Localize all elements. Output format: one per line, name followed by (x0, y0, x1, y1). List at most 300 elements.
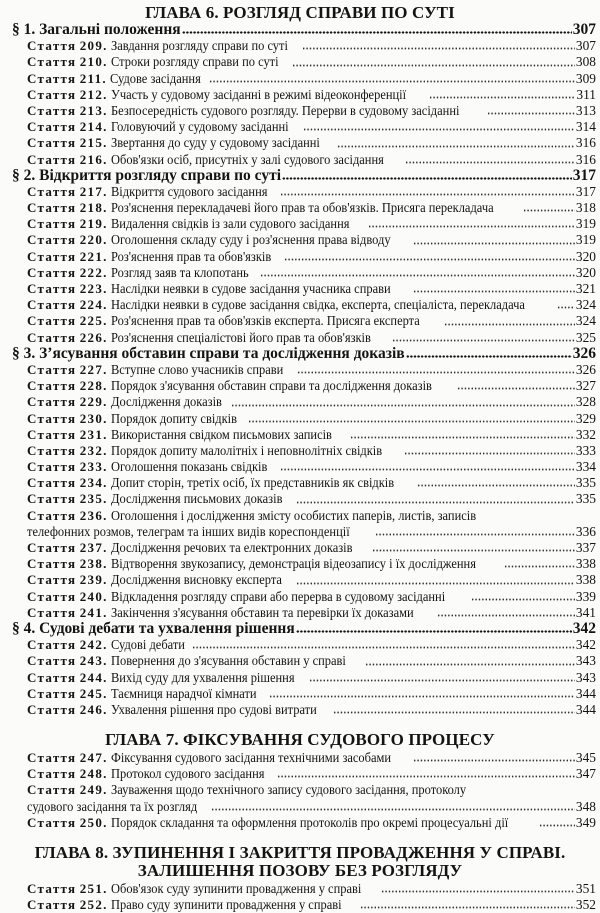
toc-article-entry[interactable] (0, 249, 600, 265)
toc-article-entry[interactable] (0, 653, 600, 669)
article-prefix: Стаття (27, 897, 77, 913)
article-label (27, 897, 359, 913)
article-label (27, 232, 412, 248)
article-label (27, 459, 279, 475)
article-label (27, 281, 412, 297)
article-label (27, 103, 486, 119)
article-label (27, 87, 428, 103)
toc-article-entry[interactable] (0, 232, 600, 248)
chapter-title: ГЛАВА 6. РОЗГЛЯД СПРАВИ ПО СУТІ (145, 3, 455, 22)
article-number: 210 (79, 54, 104, 70)
article-label (27, 135, 336, 151)
article-number: 216 (79, 151, 104, 167)
article-number: 238 (79, 556, 104, 572)
article-separator: . (103, 540, 108, 555)
page-number: 314 (575, 119, 596, 135)
article-title: Відкладення розгляду справи або перерва в судовому засіданні (111, 588, 446, 604)
article-title: Роз'яснення спеціалістові його прав та обов'язків (111, 329, 371, 345)
dot-leader (487, 105, 575, 115)
article-prefix: Стаття (27, 200, 77, 216)
article-title: Дослідження доказів (111, 394, 222, 410)
page-number: 307 (575, 38, 596, 54)
article-prefix: Стаття (27, 701, 77, 717)
article-prefix: Стаття (27, 86, 77, 102)
toc-article-entry[interactable] (0, 135, 600, 151)
article-title: Безпосередність судового розгляду. Перерви в судовому засіданні (111, 102, 460, 118)
article-prefix: Стаття (27, 102, 77, 118)
article-number: 225 (79, 313, 104, 329)
toc-article-entry[interactable] (0, 750, 600, 766)
article-separator: . (103, 410, 108, 426)
toc-article-entry[interactable] (0, 265, 600, 281)
article-prefix: Стаття (27, 766, 77, 782)
article-number: 220 (79, 232, 104, 248)
article-title: Розгляд заяв та клопотань (111, 264, 249, 280)
dot-leader (368, 218, 574, 228)
article-label (27, 184, 279, 200)
article-separator: . (103, 297, 108, 313)
dot-leader (365, 656, 575, 666)
article-separator: . (103, 151, 108, 167)
article-label (27, 556, 503, 572)
article-title: Право суду зупинити провадження у справі (111, 897, 342, 913)
dot-leader (209, 73, 575, 83)
dot-leader (406, 348, 572, 358)
toc-article-entry[interactable] (0, 103, 600, 119)
toc-article-entry[interactable] (0, 556, 600, 572)
article-title: Використання свідком письмових записів (111, 426, 332, 442)
article-separator: . (103, 572, 108, 588)
toc-article-entry[interactable] (0, 782, 600, 798)
article-prefix: Стаття (27, 604, 77, 620)
article-prefix: Стаття (27, 264, 77, 280)
toc-article-entry[interactable] (0, 637, 600, 653)
article-label (27, 427, 349, 443)
article-label (27, 313, 443, 329)
article-label (27, 589, 470, 605)
toc-article-entry[interactable] (0, 427, 600, 443)
toc-article-entry[interactable] (0, 459, 600, 475)
article-number: 240 (79, 588, 104, 604)
article-title: Судові дебати (111, 637, 186, 653)
article-label (27, 670, 308, 686)
article-title: Повернення до з'ясування обставин у справі (111, 653, 346, 669)
page-number: 317 (572, 167, 596, 184)
article-prefix: Стаття (27, 313, 77, 329)
article-prefix: Стаття (27, 151, 77, 167)
chapter-heading (0, 831, 600, 881)
page-number: 311 (576, 86, 596, 102)
article-separator: . (103, 232, 108, 248)
article-separator: . (103, 281, 108, 296)
dot-leader (405, 154, 574, 164)
article-prefix: Стаття (27, 782, 77, 798)
dot-leader (280, 461, 575, 471)
article-separator: . (103, 394, 108, 410)
toc-article-entry[interactable] (0, 216, 600, 232)
toc-article-entry[interactable] (0, 184, 600, 200)
article-number: 251 (79, 881, 104, 896)
chapter-heading (0, 718, 600, 750)
article-label (27, 38, 301, 54)
article-label (27, 394, 230, 410)
article-prefix: Стаття (27, 410, 77, 426)
article-number: 245 (79, 685, 104, 701)
article-label (27, 362, 296, 378)
article-title: Вступне слово учасників справи (111, 361, 284, 377)
article-title: Обов'язок суду зупинити провадження у справі (111, 881, 362, 896)
article-prefix: Стаття (27, 588, 77, 604)
article-title: Вихід суду для ухвалення рішення (111, 669, 295, 685)
dot-leader (296, 623, 572, 633)
article-number: 227 (79, 361, 104, 377)
toc-article-entry[interactable] (0, 71, 600, 87)
article-separator: . (103, 313, 108, 329)
article-separator: . (103, 782, 108, 798)
article-title: Судове засідання (110, 70, 202, 86)
dot-leader (471, 591, 575, 601)
article-prefix: Стаття (27, 232, 77, 248)
dot-leader (296, 575, 575, 585)
dot-leader (297, 364, 575, 374)
toc-article-entry[interactable] (0, 38, 600, 54)
toc-article-entry[interactable] (0, 540, 600, 556)
dot-leader (182, 24, 572, 34)
dot-leader (309, 672, 574, 682)
article-title: Порядок допиту малолітніх і неповнолітніх свідків (111, 442, 383, 458)
article-title: Роз'яснення прав та обов'язків експерта. Присяга експерта (111, 313, 420, 329)
toc-article-entry[interactable] (0, 394, 600, 410)
toc-section-entry[interactable] (0, 621, 600, 637)
page-number: 324 (575, 297, 596, 313)
article-prefix: Стаття (27, 507, 77, 523)
article-number: 218 (79, 200, 104, 216)
article-label (27, 637, 191, 653)
article-title: Головуючий у судовому засіданні (111, 119, 289, 135)
toc-section-entry[interactable] (0, 168, 600, 184)
page-number: 335 (575, 491, 596, 507)
article-number: 242 (79, 637, 104, 653)
page-number: 352 (575, 897, 596, 913)
article-label (27, 71, 208, 87)
article-prefix: Стаття (27, 248, 77, 264)
toc-article-entry-continued[interactable] (0, 799, 600, 815)
toc-article-entry[interactable] (0, 897, 600, 913)
page-number: 342 (575, 637, 596, 653)
article-separator: . (103, 86, 108, 102)
article-title: Роз'яснення прав та обов'язків (111, 248, 272, 264)
toc-article-entry[interactable] (0, 152, 600, 168)
dot-leader (413, 752, 575, 762)
article-label (27, 265, 259, 281)
article-number: 244 (79, 669, 104, 685)
article-number: 235 (79, 491, 104, 507)
article-separator: . (103, 102, 108, 118)
article-title: Зауваження щодо технічного запису судового засідання, протоколу (111, 782, 467, 798)
article-title: Закінчення з'ясування обставин та перевірки їх доказами (111, 604, 414, 620)
dot-leader (457, 380, 575, 390)
toc-article-entry-continued[interactable] (0, 524, 600, 540)
article-title: Роз'яснення перекладачеві його прав та обов'язків. Присяга перекладача (111, 200, 494, 216)
page-number: 338 (575, 572, 596, 588)
article-separator: . (103, 475, 108, 491)
article-number: 213 (79, 102, 104, 118)
page-number: 308 (575, 54, 596, 70)
article-prefix: Стаття (27, 135, 77, 151)
article-separator: . (103, 588, 108, 604)
article-prefix: Стаття (27, 119, 77, 135)
dot-leader (539, 817, 575, 827)
toc-article-entry[interactable] (0, 119, 600, 135)
article-prefix: Стаття (27, 38, 77, 54)
toc-article-entry[interactable] (0, 281, 600, 297)
section-title: § 2. Відкриття розгляду справи по суті (12, 167, 282, 184)
chapter-title-line2: ЗАЛИШЕННЯ ПОЗОВУ БЕЗ РОЗГЛЯДУ (137, 861, 463, 880)
toc-article-entry[interactable] (0, 670, 600, 686)
article-title: Оголошення показань свідків (111, 459, 268, 475)
toc-article-entry[interactable] (0, 815, 600, 831)
toc-article-entry[interactable] (0, 572, 600, 588)
article-title: Звертання до суду у судовому засіданні (111, 135, 320, 151)
page-number: 316 (575, 151, 596, 167)
dot-leader (375, 526, 575, 536)
dot-leader (260, 267, 575, 277)
toc-article-entry[interactable] (0, 686, 600, 702)
article-prefix: Стаття (27, 685, 77, 701)
page-number: 329 (575, 410, 596, 426)
dot-leader (429, 89, 575, 99)
article-prefix: Стаття (27, 297, 77, 313)
toc-article-entry[interactable] (0, 881, 600, 897)
dot-leader (372, 542, 575, 552)
toc-article-entry[interactable] (0, 411, 600, 427)
article-number: 234 (79, 475, 104, 491)
article-number: 221 (79, 248, 104, 264)
article-label (27, 782, 493, 798)
page-number: 343 (575, 669, 596, 685)
article-prefix: Стаття (27, 442, 77, 458)
article-prefix: Стаття (27, 881, 77, 896)
dot-leader (277, 768, 575, 778)
dot-leader (557, 299, 575, 309)
article-title: Порядок складання та оформлення протоколів про окремі процесуальні дії (111, 814, 509, 830)
article-separator: . (103, 685, 108, 701)
article-separator: . (103, 183, 108, 199)
toc-article-entry[interactable] (0, 200, 600, 216)
article-prefix: Стаття (27, 637, 77, 653)
page-number: 332 (575, 426, 596, 442)
page-number: 347 (575, 766, 596, 782)
article-label (27, 119, 302, 135)
article-prefix: Стаття (27, 669, 77, 685)
page-number: 309 (575, 70, 596, 86)
toc-article-entry[interactable] (0, 443, 600, 459)
page-number: 326 (575, 361, 596, 377)
article-label (27, 475, 416, 491)
page-number: 334 (575, 459, 596, 475)
article-number: 228 (79, 378, 104, 394)
toc-article-entry[interactable] (0, 766, 600, 782)
article-number: 249 (79, 782, 104, 798)
section-title: § 4. Судові дебати та ухвалення рішення (12, 620, 295, 637)
article-label (27, 750, 412, 766)
article-title: Дослідження письмових доказів (111, 491, 283, 507)
toc-article-entry[interactable] (0, 87, 600, 103)
article-separator: . (103, 459, 108, 475)
article-number: 241 (79, 604, 104, 620)
article-number: 223 (79, 281, 104, 296)
page-number: 307 (572, 22, 596, 38)
article-title: Завдання розгляду справи по суті (111, 38, 288, 54)
dot-leader (381, 883, 575, 893)
article-separator: . (102, 70, 107, 86)
article-number: 231 (79, 426, 104, 442)
article-number: 230 (79, 410, 104, 426)
page-number: 336 (575, 523, 596, 539)
article-label (27, 152, 404, 168)
article-separator: . (103, 135, 108, 151)
article-title: Оголошення складу суду і роз'яснення права відводу (111, 232, 391, 248)
article-label (27, 200, 522, 216)
article-number: 237 (79, 540, 104, 555)
page-number: 337 (575, 540, 596, 555)
toc-article-entry[interactable] (0, 313, 600, 329)
page-number: 321 (575, 281, 596, 296)
article-title-continued: судового засідання та їх розгляд (27, 798, 198, 814)
article-title: Порядок з'ясування обставин справи та дослідження доказів (111, 378, 432, 394)
article-title: Строки розгляду справи по суті (111, 54, 279, 70)
article-title: Наслідки неявки в судове засідання учасника справи (111, 281, 391, 296)
article-title: Ухвалення рішення про судові витрати (111, 701, 317, 717)
dot-leader (350, 429, 575, 439)
toc-article-entry[interactable] (0, 605, 600, 621)
dot-leader (292, 57, 575, 67)
article-number: 212 (79, 86, 104, 102)
article-prefix: Стаття (27, 540, 77, 555)
dot-leader (302, 40, 575, 50)
dot-leader (282, 170, 572, 180)
page-number: 328 (575, 394, 596, 410)
toc-article-entry[interactable] (0, 702, 600, 718)
article-title: Дослідження речових та електронних доказів (111, 540, 353, 555)
dot-leader (296, 494, 575, 504)
toc-article-entry[interactable] (0, 54, 600, 70)
article-prefix: Стаття (27, 750, 77, 766)
page-number: 319 (575, 216, 596, 232)
article-number: 222 (79, 264, 104, 280)
article-label (27, 508, 504, 524)
dot-leader (248, 413, 575, 423)
section-title: § 1. Загальні положення (12, 22, 181, 38)
dot-leader (280, 186, 575, 196)
article-prefix: Стаття (27, 54, 77, 70)
dot-leader (392, 332, 575, 342)
article-separator: . (103, 766, 108, 782)
article-number: 246 (79, 701, 104, 717)
article-title: Дослідження висновку експерта (111, 572, 282, 588)
dot-leader (504, 558, 574, 568)
page-number: 319 (575, 232, 596, 248)
toc-article-entry[interactable] (0, 508, 600, 524)
article-separator: . (103, 669, 108, 685)
toc-article-entry[interactable] (0, 297, 600, 313)
article-separator: . (103, 491, 108, 507)
page-number: 320 (575, 264, 596, 280)
toc-section-entry[interactable] (0, 22, 600, 38)
article-number: 229 (79, 394, 104, 410)
article-title: Оголошення і дослідження змісту особистих паперів, листів, записів (111, 507, 477, 523)
dot-leader (523, 202, 574, 212)
toc-article-entry[interactable] (0, 589, 600, 605)
page-number: 348 (575, 798, 596, 814)
article-title: Відкриття судового засідання (111, 183, 268, 199)
page-number: 339 (575, 588, 596, 604)
article-number: 211 (79, 70, 103, 86)
article-number: 214 (79, 119, 104, 135)
toc-article-entry[interactable] (0, 378, 600, 394)
article-label (27, 411, 247, 427)
article-label (27, 605, 436, 621)
article-prefix: Стаття (27, 70, 77, 86)
dot-leader (413, 235, 575, 245)
dot-leader (284, 251, 575, 261)
page-number: 316 (575, 135, 596, 151)
article-number: 252 (79, 897, 104, 913)
article-title: Обов'язки осіб, присутніх у залі судового засідання (111, 151, 384, 167)
article-separator: . (103, 54, 108, 70)
article-title: Порядок допиту свідків (111, 410, 238, 426)
article-title: Фіксування судового засідання технічними засобами (111, 750, 392, 766)
article-label (27, 572, 295, 588)
dot-leader (192, 639, 575, 649)
toc-article-entry[interactable] (0, 491, 600, 507)
page-number: 318 (575, 200, 596, 216)
article-separator: . (103, 378, 108, 394)
article-separator: . (103, 200, 108, 216)
article-label (27, 540, 371, 556)
page-number: 342 (572, 620, 596, 637)
page-number: 335 (575, 475, 596, 491)
article-separator: . (103, 329, 108, 345)
article-number: 250 (79, 814, 104, 830)
page-number: 324 (575, 313, 596, 329)
article-separator: . (103, 264, 108, 280)
article-prefix: Стаття (27, 183, 77, 199)
article-title: Протокол судового засідання (111, 766, 265, 782)
article-separator: . (103, 119, 108, 135)
article-label (27, 653, 364, 669)
page-number: 343 (575, 653, 596, 669)
toc-article-entry[interactable] (0, 362, 600, 378)
article-separator: . (103, 814, 108, 830)
article-number: 248 (79, 766, 104, 782)
toc-article-entry[interactable] (0, 475, 600, 491)
toc-section-entry[interactable] (0, 346, 600, 362)
dot-leader (303, 121, 575, 131)
article-prefix: Стаття (27, 361, 77, 377)
dot-leader (437, 607, 574, 617)
article-prefix: Стаття (27, 329, 77, 345)
article-separator: . (103, 216, 108, 232)
article-number: 236 (79, 507, 104, 523)
toc-article-entry[interactable] (0, 330, 600, 346)
article-number: 239 (79, 572, 104, 588)
article-title: Допит сторін, третіх осіб, їх представників як свідків (111, 475, 395, 491)
article-label (27, 815, 538, 831)
article-prefix: Стаття (27, 281, 77, 296)
dot-leader (417, 477, 575, 487)
article-label (27, 249, 283, 265)
